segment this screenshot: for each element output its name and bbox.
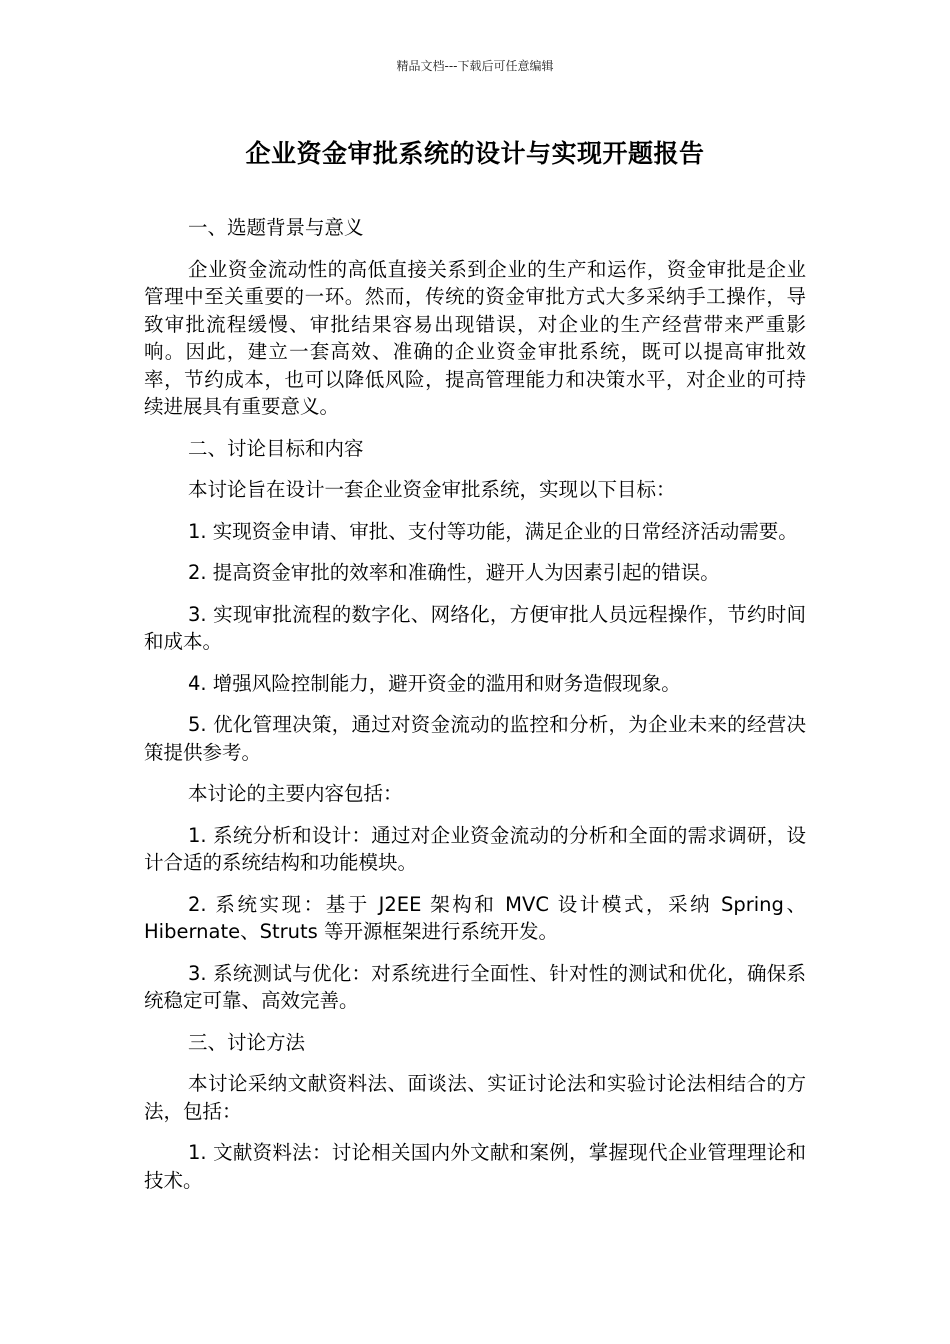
document-title: 企业资金审批系统的设计与实现开题报告 [245, 139, 705, 168]
content-item-3: 3. 系统测试与优化：对系统进行全面性、针对性的测试和优化，确保系统稳定可靠、高效完善。 [144, 961, 806, 1012]
paragraph-background: 企业资金流动性的高低直接关系到企业的生产和运作，资金审批是企业管理中至关重要的一环。然而，传统的资金审批方式大多采纳手工操作，导致审批流程缓慢、审批结果容易出现错误，对企业的生产经营带来严重影响。因此，建立一套高效、准确的企业资金审批系统，既可以提高审批效率，节约成本，也可以降低风险，提高管理能力和决策水平，对企业的可持续进展具有重要意义。 [144, 257, 806, 418]
goal-item-4: 4. 增强风险控制能力，避开资金的滥用和财务造假现象。 [188, 671, 681, 695]
method-item-1: 1. 文献资料法：讨论相关国内外文献和案例，掌握现代企业管理理论和技术。 [144, 1141, 806, 1192]
content-item-1: 1. 系统分析和设计：通过对企业资金流动的分析和全面的需求调研，设计合适的系统结构和功能模块。 [144, 823, 806, 874]
goal-item-2: 2. 提高资金审批的效率和准确性，避开人为因素引起的错误。 [188, 561, 720, 584]
header-note: 精品文档---下载后可任意编辑 [396, 59, 554, 73]
section-heading-goals: 二、讨论目标和内容 [188, 436, 364, 460]
document-body [144, 214, 806, 1208]
section-heading-methods: 三、讨论方法 [188, 1030, 306, 1054]
paragraph-content-intro: 本讨论的主要内容包括： [188, 782, 403, 805]
goal-item-5: 5. 优化管理决策，通过对资金流动的监控和分析，为企业未来的经营决策提供参考。 [144, 713, 806, 764]
paragraph-goals-intro: 本讨论旨在设计一套企业资金审批系统，实现以下目标： [188, 478, 676, 501]
goal-item-1: 1. 实现资金申请、审批、支付等功能，满足企业的日常经济活动需要。 [188, 519, 798, 543]
section-heading-background: 一、选题背景与意义 [188, 216, 364, 239]
goal-item-3: 3. 实现审批流程的数字化、网络化，方便审批人员远程操作，节约时间和成本。 [144, 602, 806, 653]
paragraph-methods-intro: 本讨论采纳文献资料法、面谈法、实证讨论法和实验讨论法相结合的方法，包括： [144, 1072, 806, 1123]
content-item-2: 2. 系统实现：基于 J2EE 架构和 MVC 设计模式，采纳 Spring、Hibernate、Struts 等开源框架进行系统开发。 [144, 892, 806, 943]
